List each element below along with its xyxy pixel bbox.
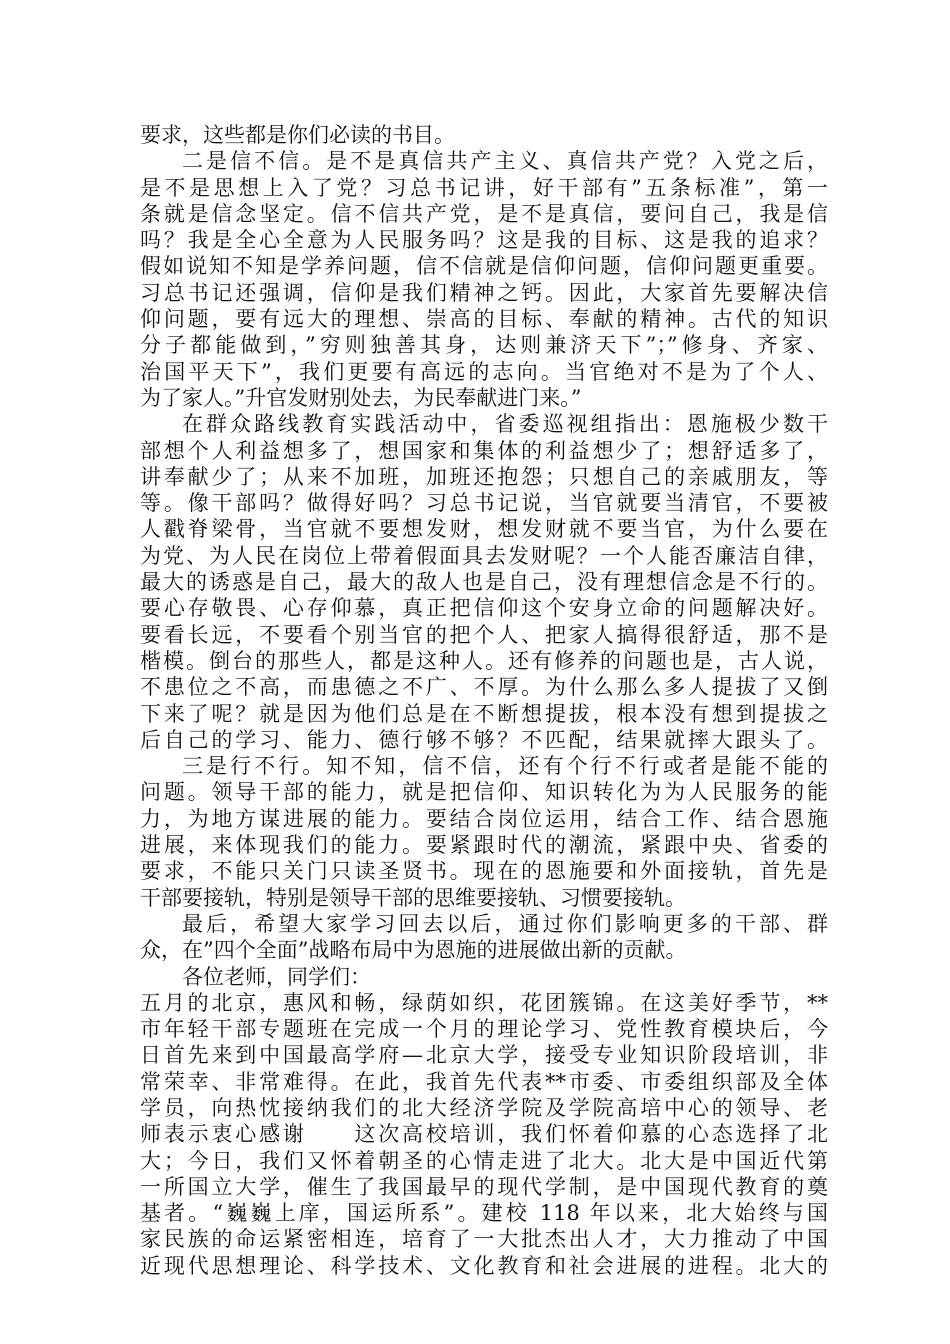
text-line: 大；今日，我们又怀着朝圣的心情走进了北大。北大是中国近代第	[140, 1148, 828, 1173]
text-line: 是不是思想上入了党？习总书记讲，好干部有”五条标准”，第一	[140, 175, 828, 200]
text-line: 假如说知不知是学养问题，信不信就是信仰问题，信仰问题更重要。	[140, 254, 828, 279]
text-line: 讲奉献少了；从来不加班，加班还抱怨；只想自己的亲戚朋友，等	[140, 464, 828, 489]
text-line: 为党、为人民在岗位上带着假面具去发财呢？一个人能否廉洁自律，	[140, 543, 828, 568]
text-line: 要求，这些都是你们必读的书目。	[140, 123, 455, 147]
text-line: 最大的诱惑是自己，最大的敌人也是自己，没有理想信念是不行的。	[140, 570, 828, 595]
text-line: 等。像干部吗？做得好吗？习总书记说，当官就要当清官，不要被	[140, 491, 828, 516]
text-line: 吗？我是全心全意为人民服务吗？这是我的目标、这是我的追求？	[140, 228, 828, 253]
text-line: 习总书记还强调，信仰是我们精神之钙。因此，大家首先要解决信	[140, 280, 828, 305]
text-line: 近现代思想理论、科学技术、文化教育和社会进展的进程。北大的	[140, 1253, 828, 1278]
text-line: 人戳脊梁骨，当官就不要想发财，想发财就不要当官，为什么要在	[140, 517, 828, 542]
text-line: 不患位之不高，而患德之不广、不厚。为什么那么多人提拔了又倒	[140, 675, 828, 700]
text-line: 师表示衷心感谢 这次高校培训，我们怀着仰慕的心态选择了北	[140, 1122, 828, 1147]
text-line: 常荣幸、非常难得。在此，我首先代表**市委、市委组织部及全体	[140, 1069, 828, 1094]
text-line: 部想个人利益想多了，想国家和集体的利益想少了；想舒适多了，	[140, 438, 828, 463]
text-line: 问题。领导干部的能力，就是把信仰、知识转化为为人民服务的能	[140, 780, 828, 805]
text-line: 基者。“巍巍上庠，国运所系”。建校 118 年以来，北大始终与国	[140, 1201, 828, 1226]
text-line: 二是信不信。是不是真信共产主义、真信共产党？入党之后，	[182, 149, 828, 174]
text-line: 治国平天下”，我们更要有高远的志向。当官绝对不是为了个人、	[140, 359, 828, 384]
text-line: 众，在”四个全面”战略布局中为恩施的进展做出新的贡献。	[140, 938, 687, 963]
text-line: 在群众路线教育实践活动中，省委巡视组指出：恩施极少数干	[182, 412, 828, 437]
text-line: 干部要接轨，特别是领导干部的思维要接轨、习惯要接轨。	[140, 885, 686, 910]
text-line: 条就是信念坚定。信不信共产党，是不是真信，要问自己，我是信	[140, 201, 828, 226]
text-line: 学员，向热忱接纳我们的北大经济学院及学院高培中心的领导、老	[140, 1095, 828, 1120]
text-line: 要看长远，不要看个别当官的把个人、把家人搞得很舒适，那不是	[140, 622, 828, 647]
text-line: 楷模。倒台的那些人，都是这种人。还有修养的问题也是，古人说，	[140, 648, 828, 673]
text-line: 为了家人。”升官发财别处去，为民奉献进门来。”	[140, 385, 582, 410]
text-line: 要心存敬畏、心存仰慕，真正把信仰这个安身立命的问题解决好。	[140, 596, 828, 621]
text-line: 日首先来到中国最高学府—北京大学，接受专业知识阶段培训，非	[140, 1043, 828, 1068]
text-line: 家民族的命运紧密相连，培育了一大批杰出人才，大力推动了中国	[140, 1227, 828, 1252]
text-line: 各位老师，同学们：	[182, 964, 371, 989]
text-line: 最后，希望大家学习回去以后，通过你们影响更多的干部、群	[182, 911, 828, 936]
text-line: 五月的北京，惠风和畅，绿荫如织，花团簇锦。在这美好季节，**	[140, 990, 828, 1015]
text-line: 仰问题，要有远大的理想、崇高的目标、奉献的精神。古代的知识	[140, 307, 828, 332]
text-line: 分子都能做到，”穷则独善其身，达则兼济天下”；”修身、齐家、	[140, 333, 828, 358]
text-line: 下来了呢？就是因为他们总是在不断想提拔，根本没有想到提拔之	[140, 701, 828, 726]
text-line: 力，为地方谋进展的能力。要结合岗位运用，结合工作、结合恩施	[140, 806, 828, 831]
text-line: 三是行不行。知不知，信不信，还有个行不行或者是能不能的	[182, 754, 828, 779]
text-line: 进展，来体现我们的能力。要紧跟时代的潮流，紧跟中央、省委的	[140, 833, 828, 858]
text-line: 后自己的学习、能力、德行够不够？不匹配，结果就摔大跟头了。	[140, 727, 828, 752]
text-line: 要求，不能只关门只读圣贤书。现在的恩施要和外面接轨，首先是	[140, 859, 828, 884]
text-line: 市年轻干部专题班在完成一个月的理论学习、党性教育模块后，今	[140, 1017, 828, 1042]
document-page	[140, 122, 828, 1279]
text-line: 一所国立大学，催生了我国最早的现代学制，是中国现代教育的奠	[140, 1174, 828, 1199]
